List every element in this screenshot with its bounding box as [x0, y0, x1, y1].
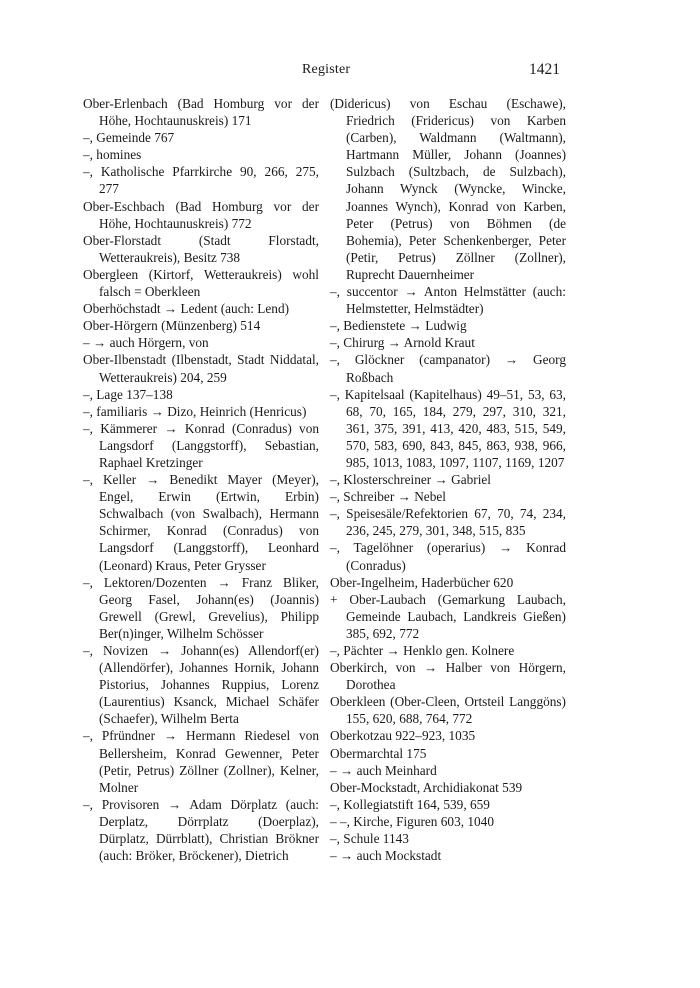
index-entry: –, Pfründner → Hermann Riedesel von Bellersheim, Konrad Gewenner, Peter (Petir, Petrus) Zöllner (Zollner), Kelner, Molner — [83, 728, 319, 795]
running-head: Register — [302, 62, 351, 77]
index-entry: –, Chirurg → Arnold Kraut — [330, 335, 475, 351]
index-entry: –, Schule 1143 — [330, 831, 409, 847]
index-entry: Ober-Mockstadt, Archidiakonat 539 — [330, 779, 523, 795]
index-entry: –, Glöckner (campanator) → Georg Roßbach — [330, 352, 566, 385]
index-entry: Ober-Erlenbach (Bad Homburg vor der Höhe, Hochtaunuskreis) 171 — [83, 96, 319, 129]
index-column-right — [330, 95, 566, 864]
index-entry: –, Keller → Benedikt Mayer (Meyer), Engel, Erwin (Ertwin, Erbin) Schwalbach (von Swalbach), Hermann Schirmer, Konrad (Conradus) von Langsdorf (Langgstorff), Leonhard (Leonard) Kraus, Peter Grysser — [83, 472, 319, 573]
index-entry: –, familiaris → Dizo, Heinrich (Henricus) — [83, 403, 307, 419]
index-entry: –, Provisoren → Adam Dörplatz (auch: Derplatz, Dörrplatz (Doerplaz), Dürplatz, Dürrblatt), Christian Brökner (auch: Bröker, Bröckener), Dietrich — [83, 796, 319, 864]
index-entry: –, Tagelöhner (operarius) → Konrad (Conradus) — [330, 540, 566, 573]
index-entry: –, Pächter → Henklo gen. Kolnere — [330, 643, 515, 658]
index-entry: –, Kapitelsaal (Kapitelhaus) 49–51, 53, 63, 68, 70, 165, 184, 279, 297, 310, 321, 361, 375, 391, 413, 420, 483, 515, 549, 570, 583, 690, 843, 845, 863, 938, 966, 985, 1013, 1083, 1097, 1107, 1169, 1207 — [330, 386, 566, 470]
index-entry: – → auch Mockstadt — [330, 848, 442, 864]
index-entry: – → auch Hörgern, von — [83, 335, 209, 351]
index-entry: (Didericus) von Eschau (Eschawe), Friedrich (Fridericus) von Karben (Carben), Waldmann (Waltmann), Hartmann Müller, Johann (Joannes) Sulzbach (Sultzbach, de Sulzbach), Johann Wynck (Wyncke, Wincke, Joannes Wynch), Konrad von Karben, Peter (Petrus) von Böhmen (de Bohemia), Peter Schenkenberger, Peter (Petir, Petrus) Zöllner (Zollner), Ruprecht Dauernheimer — [330, 96, 566, 282]
index-entry: Obergleen (Kirtorf, Wetteraukreis) wohl falsch = Oberkleen — [83, 266, 319, 300]
index-entry: Obermarchtal 175 — [330, 745, 427, 761]
index-entry: –, Gemeinde 767 — [83, 130, 175, 146]
index-entry: –, Kollegiatstift 164, 539, 659 — [330, 796, 490, 812]
page-header — [0, 62, 700, 84]
index-entry: Oberkirch, von → Halber von Hörgern, Dorothea — [330, 660, 566, 693]
index-entry: –, Kämmerer → Konrad (Conradus) von Langsdorf (Langgstorff), Sebastian, Raphael Kretzinger — [83, 420, 319, 470]
index-entry: – –, Kirche, Figuren 603, 1040 — [330, 813, 494, 829]
index-entry: –, Katholische Pfarrkirche 90, 266, 275, 277 — [83, 164, 319, 197]
index-entry: –, Schreiber → Nebel — [330, 489, 446, 505]
index-entry: Ober-Eschbach (Bad Homburg vor der Höhe, Hochtaunuskreis) 772 — [83, 198, 319, 231]
index-entry: Ober-Florstadt (Stadt Florstadt, Wetteraukreis), Besitz 738 — [83, 232, 319, 265]
index-entry: –, Novizen → Johann(es) Allendorf(er) (Allendörfer), Johannes Hornik, Johann Pistorius, Johannes Ruppius, Lorenz (Laurentius) Ksanck, Michael Schäfer (Schaefer), Wilhelm Berta — [83, 643, 319, 727]
index-entry: –, Lage 137–138 — [83, 386, 173, 402]
index-entry: –, succentor → Anton Helmstätter (auch: Helmstetter, Helmstädter) — [330, 284, 566, 317]
index-entry: Ober-Ingelheim, Haderbücher 620 — [330, 574, 514, 590]
index-entry: Oberkleen (Ober-Cleen, Ortsteil Langgöns) 155, 620, 688, 764, 772 — [330, 694, 566, 727]
index-entry: –, homines — [83, 147, 142, 163]
index-entry: Oberhöchstadt → Ledent (auch: Lend) — [83, 301, 290, 317]
index-entry: Ober-Ilbenstadt (Ilbenstadt, Stadt Niddatal, Wetteraukreis) 204, 259 — [83, 352, 319, 385]
index-entry: Oberkotzau 922–923, 1035 — [330, 728, 476, 744]
index-column-left — [83, 95, 319, 864]
index-entry: –, Klosterschreiner → Gabriel — [330, 472, 491, 488]
index-entry: – → auch Meinhard — [330, 762, 437, 778]
index-entry: Ober-Hörgern (Münzenberg) 514 — [83, 318, 261, 334]
index-entry: –, Bedienstete → Ludwig — [330, 318, 467, 334]
index-entry: + Ober-Laubach (Gemarkung Laubach, Gemeinde Laubach, Landkreis Gießen) 385, 692, 772 — [330, 591, 566, 641]
page-number: 1421 — [529, 61, 560, 78]
index-entry: –, Speisesäle/Refektorien 67, 70, 74, 234, 236, 245, 279, 301, 348, 515, 835 — [330, 506, 566, 539]
index-entry: –, Lektoren/Dozenten → Franz Bliker, Georg Fasel, Johann(es) (Joannis) Grewell (Grewl, Grevelius), Philipp Ber(n)inger, Wilhelm Schösser — [83, 574, 319, 641]
